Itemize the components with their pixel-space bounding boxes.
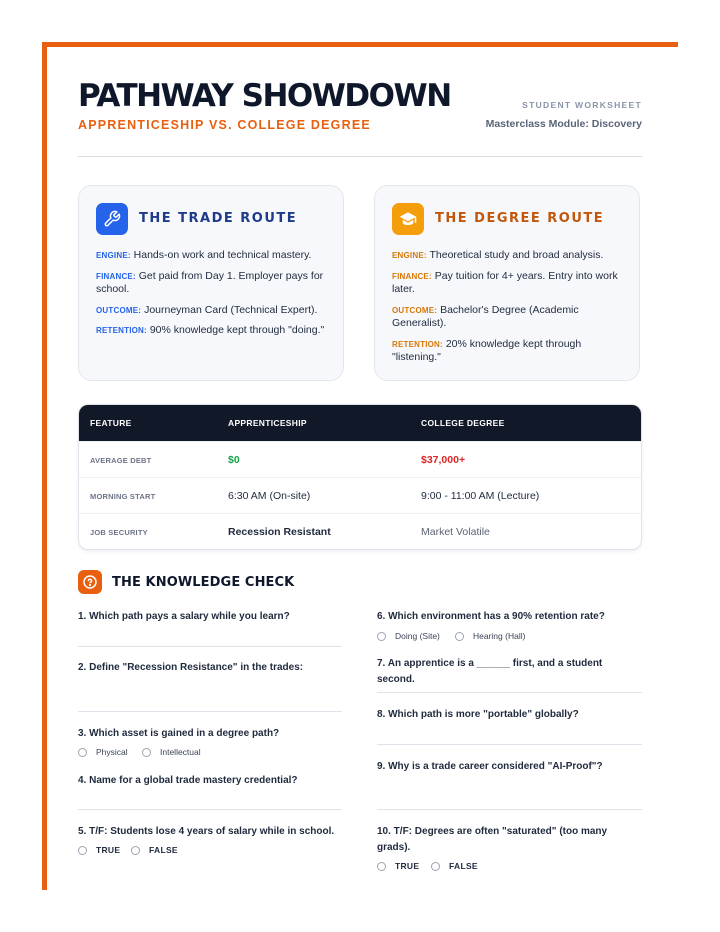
question-2: 2. Define "Recession Resistance" in the trades: bbox=[78, 662, 304, 673]
degree-route-details bbox=[392, 249, 628, 372]
header-divider bbox=[78, 156, 642, 157]
option-physical[interactable] bbox=[78, 747, 128, 757]
outcome-text: Bachelor's Degree (Academic Generalist). bbox=[392, 303, 579, 329]
radio-icon[interactable] bbox=[455, 632, 464, 641]
question-3: 3. Which asset is gained in a degree path? bbox=[78, 728, 280, 739]
finance-text: Get paid from Day 1. Employer pays for school. bbox=[96, 269, 324, 295]
option-label: FALSE bbox=[449, 861, 478, 871]
answer-line[interactable] bbox=[78, 711, 342, 712]
retention-text: 20% knowledge kept through "listening." bbox=[392, 337, 582, 363]
option-label: FALSE bbox=[149, 845, 178, 855]
option-label: Doing (Site) bbox=[395, 631, 440, 641]
worksheet-label: STUDENT WORKSHEET bbox=[522, 100, 642, 110]
radio-icon[interactable] bbox=[131, 846, 140, 855]
radio-icon[interactable] bbox=[431, 862, 440, 871]
question-7: 7. An apprentice is a ______ first, and a student second. bbox=[377, 658, 603, 685]
answer-line[interactable] bbox=[377, 692, 642, 693]
option-hearing-hall[interactable] bbox=[455, 631, 525, 641]
answer-line[interactable] bbox=[377, 809, 642, 810]
retention-label: RETENTION: bbox=[96, 326, 147, 335]
option-label: TRUE bbox=[96, 845, 121, 855]
option-true[interactable] bbox=[78, 845, 120, 855]
trade-route-card bbox=[78, 185, 344, 381]
trade-route-details bbox=[96, 249, 332, 345]
question-6: 6. Which environment has a 90% retention rate? bbox=[377, 611, 605, 622]
table-header bbox=[79, 405, 641, 441]
knowledge-check-title: THE KNOWLEDGE CHECK bbox=[112, 575, 295, 590]
row-label: MORNING START bbox=[90, 492, 156, 501]
column-header: FEATURE bbox=[90, 418, 132, 428]
table-cell: $0 bbox=[228, 454, 240, 466]
table-row bbox=[79, 513, 641, 550]
table-cell: Recession Resistant bbox=[228, 526, 331, 538]
column-header: COLLEGE DEGREE bbox=[421, 418, 505, 428]
table-cell: 9:00 - 11:00 AM (Lecture) bbox=[421, 490, 540, 502]
answer-line[interactable] bbox=[78, 809, 342, 810]
frame-top-border bbox=[42, 42, 678, 47]
question-1: 1. Which path pays a salary while you learn? bbox=[78, 611, 290, 622]
table-row bbox=[79, 441, 641, 478]
table-cell: 6:30 AM (On-site) bbox=[228, 490, 311, 502]
question-9: 9. Why is a trade career considered "AI-Proof"? bbox=[377, 761, 603, 772]
trade-route-title: THE TRADE ROUTE bbox=[139, 211, 298, 226]
comparison-table bbox=[78, 404, 642, 550]
table-row bbox=[79, 477, 641, 514]
option-label: TRUE bbox=[395, 861, 420, 871]
question-icon bbox=[78, 570, 102, 594]
radio-icon[interactable] bbox=[78, 846, 87, 855]
option-label: Physical bbox=[96, 747, 128, 757]
engine-text: Hands-on work and technical mastery. bbox=[133, 249, 312, 261]
degree-route-title: THE DEGREE ROUTE bbox=[435, 211, 605, 226]
question-10: 10. T/F: Degrees are often "saturated" (too many grads). bbox=[377, 826, 608, 853]
finance-text: Pay tuition for 4+ years. Entry into work later. bbox=[392, 269, 618, 295]
radio-icon[interactable] bbox=[78, 748, 87, 757]
row-label: AVERAGE DEBT bbox=[90, 456, 152, 465]
outcome-label: OUTCOME: bbox=[392, 305, 438, 315]
row-label: JOB SECURITY bbox=[90, 528, 148, 537]
retention-text: 90% knowledge kept through "doing." bbox=[149, 324, 325, 336]
option-intellectual[interactable] bbox=[142, 747, 201, 757]
option-doing-site[interactable] bbox=[377, 631, 440, 641]
finance-label: FINANCE: bbox=[392, 271, 432, 281]
engine-text: Theoretical study and broad analysis. bbox=[429, 249, 604, 261]
finance-label: FINANCE: bbox=[96, 271, 136, 281]
question-4: 4. Name for a global trade mastery credential? bbox=[78, 775, 298, 786]
option-label: Hearing (Hall) bbox=[473, 631, 526, 641]
column-header: APPRENTICESHIP bbox=[228, 418, 307, 428]
outcome-text: Journeyman Card (Technical Expert). bbox=[144, 303, 318, 316]
frame-left-border bbox=[42, 42, 47, 890]
retention-label: RETENTION: bbox=[392, 339, 443, 349]
option-label: Intellectual bbox=[160, 747, 201, 757]
option-false[interactable] bbox=[431, 861, 478, 871]
page-header bbox=[78, 78, 642, 158]
answer-line[interactable] bbox=[377, 744, 642, 745]
graduation-cap-icon bbox=[392, 203, 424, 235]
page-title: PATHWAY SHOWDOWN bbox=[78, 78, 451, 114]
answer-line[interactable] bbox=[78, 646, 342, 647]
option-true[interactable] bbox=[377, 861, 419, 871]
radio-icon[interactable] bbox=[377, 632, 386, 641]
question-8: 8. Which path is more "portable" globally? bbox=[377, 709, 579, 720]
radio-icon[interactable] bbox=[142, 748, 151, 757]
option-false[interactable] bbox=[131, 845, 178, 855]
degree-route-card bbox=[374, 185, 640, 381]
engine-label: ENGINE: bbox=[96, 251, 131, 260]
table-cell: $37,000+ bbox=[421, 454, 466, 466]
radio-icon[interactable] bbox=[377, 862, 386, 871]
engine-label: ENGINE: bbox=[392, 251, 427, 260]
outcome-label: OUTCOME: bbox=[96, 305, 142, 315]
table-cell: Market Volatile bbox=[421, 526, 490, 538]
question-5: 5. T/F: Students lose 4 years of salary while in school. bbox=[78, 826, 335, 837]
module-name: Masterclass Module: Discovery bbox=[485, 118, 642, 130]
wrench-icon bbox=[96, 203, 128, 235]
page-subtitle: APPRENTICESHIP VS. COLLEGE DEGREE bbox=[78, 118, 371, 132]
